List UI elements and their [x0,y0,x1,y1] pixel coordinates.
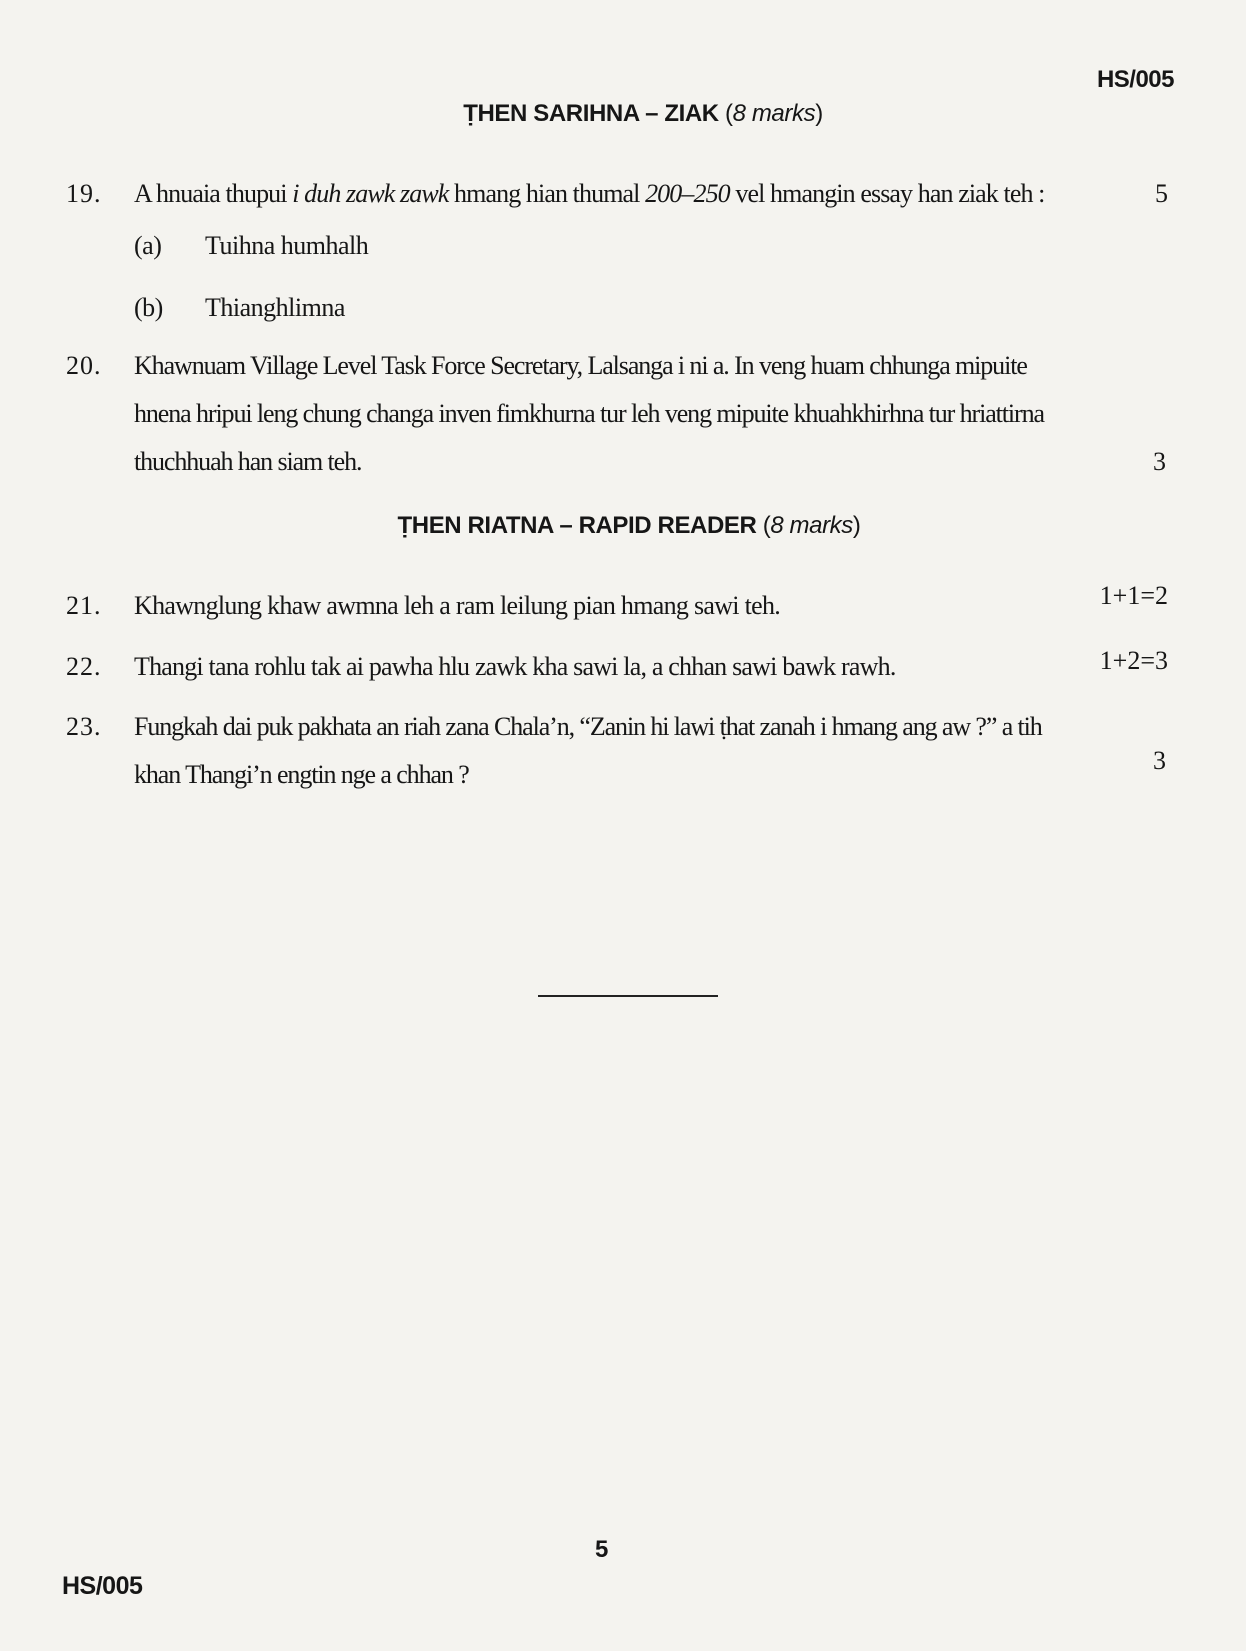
question-text: A hnuaia thupui i duh zawk zawk hmang hian thumal 200–250 vel hmangin essay han ziak teh : [134,179,1045,208]
option-text: Tuihna humhalh [205,231,369,260]
section-title: ṬHEN RIATNA – RAPID READER [397,512,757,539]
question-marks: 1+2=3 [1099,646,1168,675]
section-marks: (8 marks) [725,100,823,127]
paper-code-top: HS/005 [1096,66,1174,93]
section-heading-rapid-reader [6,512,1246,540]
question-marks: 3 [1153,447,1166,476]
page-number: 5 [595,1536,609,1563]
option-label: (a) [134,231,162,260]
question-text: Khawnglung khaw awmna leh a ram leilung pian hmang sawi teh. [134,591,781,620]
option-label: (b) [134,293,163,322]
question-marks: 5 [1155,179,1168,208]
question-number: 20. [66,351,102,380]
question-marks: 3 [1153,746,1166,775]
section-title: ṬHEN SARIHNA – ZIAK [463,100,719,127]
question-number: 21. [66,591,102,620]
question-text: Thangi tana rohlu tak ai pawha hlu zawk kha sawi la, a chhan sawi bawk rawh. [134,652,896,681]
option-text: Thianghlimna [205,293,345,322]
question-number: 19. [66,179,102,208]
section-heading-writing [20,100,1246,128]
question-number: 22. [66,652,102,681]
question-number: 23. [66,712,102,741]
section-marks: (8 marks) [762,512,861,539]
question-text: Khawnuam Village Level Task Force Secretary, Lalsanga i ni a. In veng huam chhunga mipuite hnena hripui leng chung changa inven fimkhurna tur leh veng mipuite khuahkhirhna tur hriattirna thuchhuah han siam teh. [134,351,1044,476]
paper-code-bottom: HS/005 [62,1572,143,1600]
question-marks: 1+1=2 [1099,581,1168,610]
question-text: Fungkah dai puk pakhata an riah zana Chala’n, “Zanin hi lawi ṭhat zanah i hmang ang aw ?” a tih khan Thangi’n engtin nge a chhan ? [134,712,1042,789]
end-of-paper-rule [538,995,718,997]
